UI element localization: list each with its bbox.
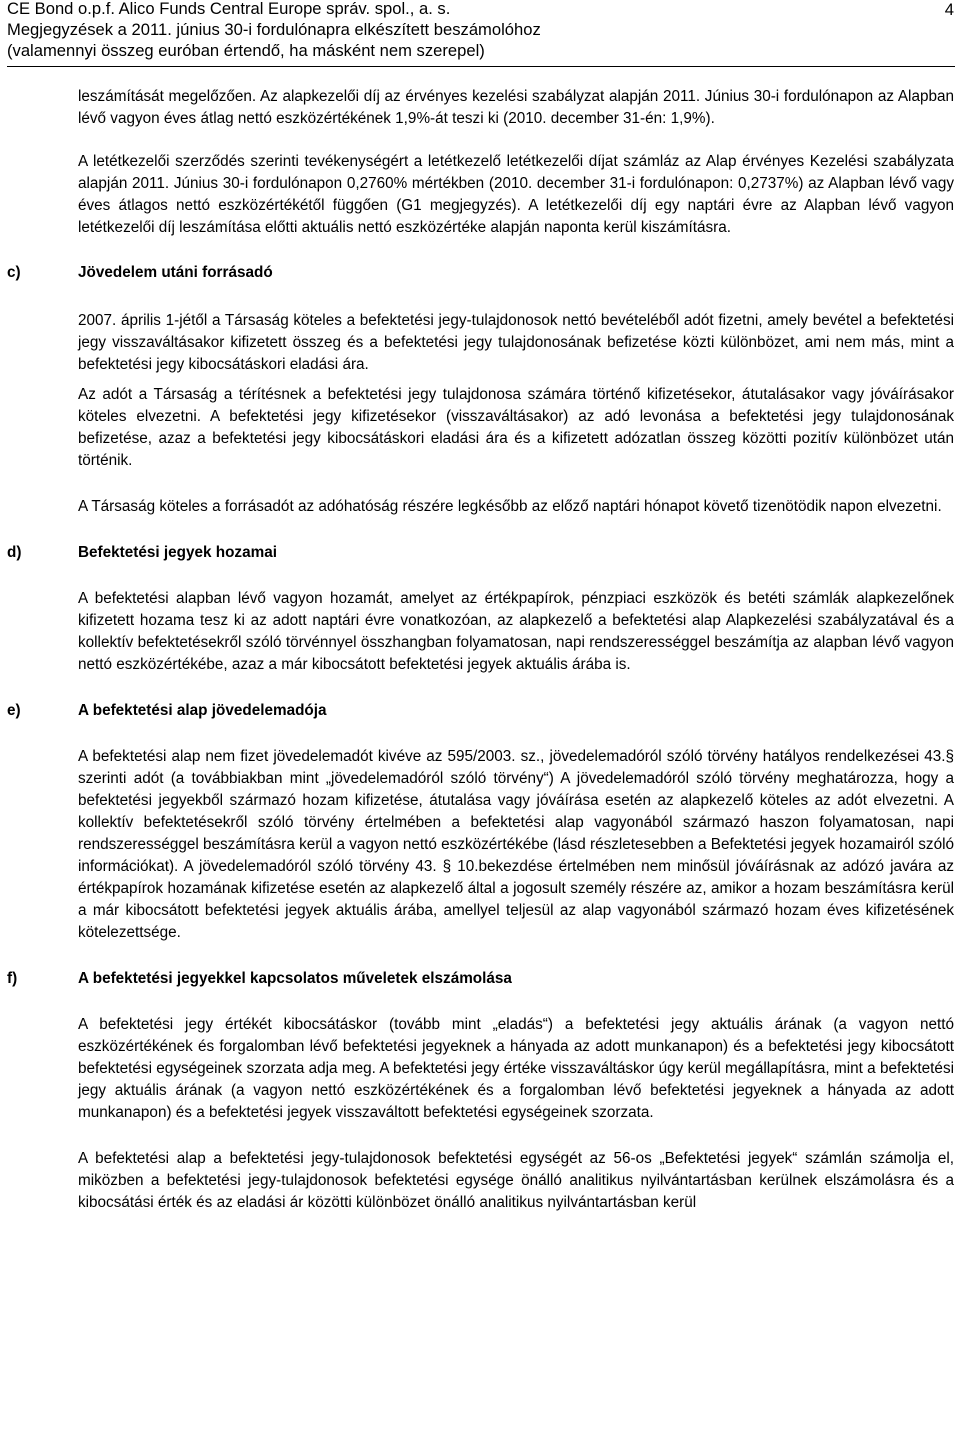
- section-title-f: A befektetési jegyekkel kapcsolatos műveletek elszámolása: [78, 970, 512, 987]
- section-heading-d: [0, 542, 960, 564]
- section-label-c: c): [7, 264, 21, 281]
- page-number: 4: [944, 0, 954, 19]
- paragraph-withholding-tax-1: 2007. április 1-jétől a Társaság köteles a befektetési jegy-tulajdonosok nettó bevételéből adót fizetni, amely bevétel a befektetési jegy visszaváltásakor kifizetett összeg és a befektetési jegy tulajdonosának befizetése közti különbözet, ami nem más, mint a befektetési jegy kibocsátáskori eladási ára.: [78, 312, 954, 373]
- paragraph-withholding-tax-2: Az adót a Társaság a térítésnek a befektetési jegy tulajdonosa számára történő kifizetésekor, átutalásakor vagy jóváírásakor köteles elvezetni. A befektetési jegy kifizetésekor (visszaváltásakor) az adó levonása a befektetési jegy tulajdonosának befizetése, azaz a befektetési jegy kibocsátáskori eladási ára és a kifizetett adózatlan összeg közötti pozitív különbözet után történik.: [78, 386, 954, 469]
- section-label-e: e): [7, 702, 21, 719]
- paragraph-management-fee: leszámítását megelőzően. Az alapkezelői díj az érvényes kezelési szabályzat alapján 2011. Június 30-i fordulónapon az Alapban lévő vagyon éves átlag nettó eszközértékének 1,9%-át teszi ki (2010. december 31-én: 1,9%).: [78, 88, 954, 127]
- section-heading-c: [0, 262, 960, 284]
- paragraph-unit-transactions-1: A befektetési jegy értékét kibocsátáskor (tovább mint „eladás“) a befektetési jegy aktuális árának (a vagyon nettó eszközértékének és forgalomban lévő befektetési jegyeknek a hányada az adott munkanapon) és a befektetési jegy kibocsátott befektetési egységeinek szorzata adja meg. A befektetési jegy értéke visszaváltáskor úgy kerül megállapításra, mint a befektetési jegy aktuális árának (a vagyon nettó eszközértékének és a forgalomban lévő befektetési jegyeknek a hányada az adott munkanapon) és a befektetési jegyek visszaváltott befektetési egységeinek szorzata.: [78, 1016, 954, 1121]
- document-body: [0, 86, 960, 1214]
- page-header: [7, 0, 955, 61]
- header-divider: [7, 66, 955, 67]
- section-label-d: d): [7, 544, 22, 561]
- section-title-d: Befektetési jegyek hozamai: [78, 544, 277, 561]
- section-label-f: f): [7, 970, 18, 987]
- paragraph-withholding-tax-3: A Társaság köteles a forrásadót az adóhatóság részére legkésőbb az előző naptári hónapot követő tizenötödik napon elvezetni.: [78, 498, 942, 515]
- paragraph-income-tax: A befektetési alap nem fizet jövedelemadót kivéve az 595/2003. sz., jövedelemadóról szóló törvény hatályos rendelkezései 43.§ szerinti adót (a továbbiakban mint „jövedelemadóról szóló törvény“) A jövedelemadóról szóló törvény meghatározza, hogy a befektetési jegyekből származó hozam kifizetése, átutalása vagy jóváírása esetén az alapkezelő köteles az adót elvezetni. A kollektív befektetésekről szóló törvény értelmében a befektetési alap vagyonából származó haszon folyamatosan, napi rendszerességgel beszámításra kerül a vagyon nettó eszközértékébe (lásd részletesebben a Befektetési jegyek hozamairól szóló információkat). A jövedelemadóról szóló törvény 43. § 10.bekezdése értelmében nem minősül jóváírásnak az adózó javára az értékpapírok hozamának kifizetése esetén az alapkezelő által a jogosult személy részére az, amikor a hozam beszámításra kerül a már kibocsátott befektetési jegyek aktuális árába, amellyel teljesül az alap vagyonából származó hozam éves kifizetésének kötelezettsége.: [78, 748, 954, 941]
- paragraph-custody-fee: A letétkezelői szerződés szerinti tevékenységért a letétkezelő letétkezelői díjat számláz az Alap érvényes Kezelési szabályzata alapján 2011. Június 30-i fordulónapon 0,2760% mértékben (2010. december 31-i fordulónapon: 0,2737%) az Alapban lévő vagy éves átlagos nettó eszközértékétől függően (G1 megjegyzés). A letétkezelői díj egy naptári évre az Alapban lévő vagyon letétkezelői díj leszámítása előtti aktuális nettó eszközértéke alapján naponta kerül kiszámításra.: [78, 153, 954, 236]
- section-heading-e: [0, 700, 960, 722]
- paragraph-unit-transactions-2: A befektetési alap a befektetési jegy-tulajdonosok befektetési egységét az 56-os „Befektetési jegyek“ számlán számolja el, miközben a befektetési jegy-tulajdonosok befektetési egysége önálló analitikus nyilvántartásban kerülnek elszámolásra és a kibocsátási érték és az eladási ár közötti különbözet önálló analitikus nyilvántartásban kerül: [78, 1150, 954, 1211]
- section-heading-f: [0, 968, 960, 990]
- header-document-title: Megjegyzések a 2011. június 30-i fordulónapra elkészített beszámolóhoz: [7, 20, 541, 39]
- section-title-c: Jövedelem utáni forrásadó: [78, 264, 273, 281]
- header-company-name: CE Bond o.p.f. Alico Funds Central Europe správ. spol., a. s.: [7, 0, 451, 18]
- paragraph-unit-yields: A befektetési alapban lévő vagyon hozamát, amelyet az értékpapírok, pénzpiaci eszközök és betéti számlák alapkezelőnek kifizetett hozama tesz ki az adott naptári évre vonatkozóan, az alapkezelő a befektetési alap Alapkezelési szabályzatával és a kollektív befektetésekről szóló törvénnyel összhangban folyamatosan, napi rendszerességgel beszámítja az alapban lévő vagyon nettó eszközértékébe, azaz a már kibocsátott befektetési jegyek aktuális árába is.: [78, 590, 954, 673]
- header-currency-note: (valamennyi összeg euróban értendő, ha másként nem szerepel): [7, 41, 485, 60]
- section-title-e: A befektetési alap jövedelemadója: [78, 702, 327, 719]
